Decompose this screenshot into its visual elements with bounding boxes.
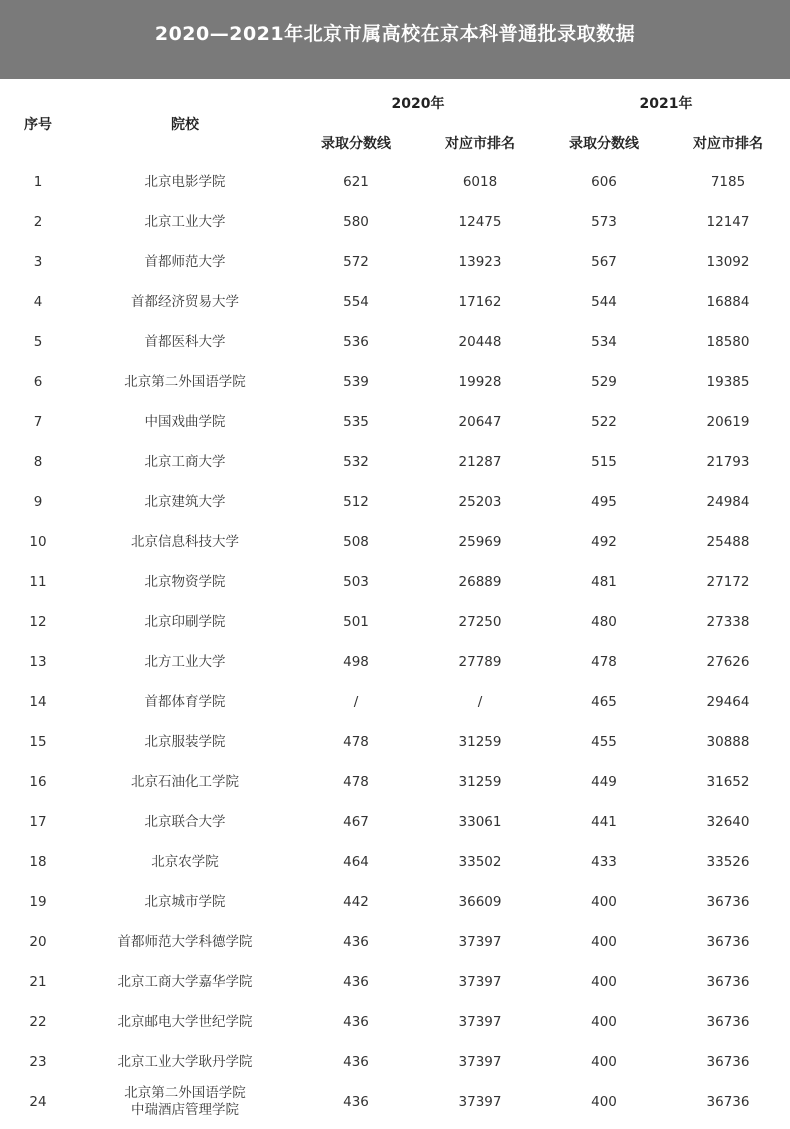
table-row <box>0 1002 790 1042</box>
row-index: 17 <box>29 814 47 830</box>
school-name: 北京工业大学耿丹学院 <box>117 1053 253 1070</box>
score-2021: 449 <box>591 774 617 790</box>
score-2020: 572 <box>343 254 369 270</box>
header-rank-2021: 对应市排名 <box>693 136 763 152</box>
rank-2020: 25203 <box>458 494 502 510</box>
table-row <box>0 682 790 722</box>
score-2020: 512 <box>343 494 369 510</box>
row-index: 8 <box>33 454 43 470</box>
score-2020: 498 <box>343 654 369 670</box>
score-2021: 400 <box>591 1054 617 1070</box>
school-name: 首都医科大学 <box>144 333 226 350</box>
row-index: 20 <box>29 934 47 950</box>
rank-2020: 21287 <box>458 454 502 470</box>
rank-2021: 25488 <box>706 534 750 550</box>
school-name: 首都师范大学科德学院 <box>117 933 253 950</box>
rank-2021: 36736 <box>706 1054 750 1070</box>
score-2020: 554 <box>343 294 369 310</box>
score-2021: 534 <box>591 334 617 350</box>
score-2021: 544 <box>591 294 617 310</box>
score-2020: 467 <box>343 814 369 830</box>
table-row <box>0 802 790 842</box>
score-2020: 436 <box>343 1054 369 1070</box>
header-score-2020: 录取分数线 <box>321 136 391 152</box>
score-2020: 436 <box>343 974 369 990</box>
score-2020: 580 <box>343 214 369 230</box>
rank-2021: 27338 <box>706 614 750 630</box>
school-name: 北京工业大学 <box>144 213 226 230</box>
rank-2020: 37397 <box>458 974 502 990</box>
rank-2021: 36736 <box>706 974 750 990</box>
rank-2020: / <box>477 694 483 710</box>
rank-2020: 12475 <box>458 214 502 230</box>
score-2020: / <box>353 694 359 710</box>
score-2020: 508 <box>343 534 369 550</box>
table-row <box>0 1082 790 1122</box>
table-row <box>0 322 790 362</box>
table-row <box>0 922 790 962</box>
row-index: 10 <box>29 534 47 550</box>
school-name: 北京服装学院 <box>144 733 226 750</box>
school-name: 北京建筑大学 <box>144 493 226 510</box>
school-name: 北京工商大学 <box>144 453 226 470</box>
rank-2021: 27172 <box>706 574 750 590</box>
row-index: 24 <box>29 1094 47 1110</box>
table-row <box>0 522 790 562</box>
row-index: 19 <box>29 894 47 910</box>
table-row <box>0 1042 790 1082</box>
rank-2020: 37397 <box>458 1014 502 1030</box>
rank-2020: 13923 <box>458 254 502 270</box>
table-row <box>0 762 790 802</box>
table-row <box>0 962 790 1002</box>
row-index: 13 <box>29 654 47 670</box>
row-index: 7 <box>33 414 43 430</box>
table-row <box>0 882 790 922</box>
row-index: 4 <box>33 294 43 310</box>
table-body <box>0 162 790 1122</box>
rank-2020: 37397 <box>458 934 502 950</box>
rank-2021: 29464 <box>706 694 750 710</box>
rank-2021: 16884 <box>706 294 750 310</box>
row-index: 2 <box>33 214 43 230</box>
school-name: 北京城市学院 <box>144 893 226 910</box>
score-2020: 436 <box>343 1094 369 1110</box>
rank-2020: 6018 <box>462 174 498 190</box>
rank-2021: 7185 <box>710 174 746 190</box>
school-name: 首都体育学院 <box>144 693 226 710</box>
score-2020: 464 <box>343 854 369 870</box>
row-index: 14 <box>29 694 47 710</box>
header-score-2021: 录取分数线 <box>569 136 639 152</box>
score-2021: 441 <box>591 814 617 830</box>
row-index: 16 <box>29 774 47 790</box>
rank-2021: 24984 <box>706 494 750 510</box>
row-index: 1 <box>33 174 43 190</box>
rank-2020: 33061 <box>458 814 502 830</box>
row-index: 5 <box>33 334 43 350</box>
page-title: 2020—2021年北京市属高校在京本科普通批录取数据 <box>154 23 636 45</box>
school-name: 北京电影学院 <box>144 173 226 190</box>
header-year-2021: 2021年 <box>639 96 693 112</box>
table-row <box>0 602 790 642</box>
table-row <box>0 362 790 402</box>
score-2021: 480 <box>591 614 617 630</box>
table-row <box>0 722 790 762</box>
table-row <box>0 402 790 442</box>
rank-2021: 13092 <box>706 254 750 270</box>
row-index: 9 <box>33 494 43 510</box>
rank-2020: 26889 <box>458 574 502 590</box>
table-row <box>0 162 790 202</box>
rank-2020: 17162 <box>458 294 502 310</box>
school-name: 北方工业大学 <box>144 653 226 670</box>
rank-2021: 18580 <box>706 334 750 350</box>
score-2021: 478 <box>591 654 617 670</box>
table-row <box>0 282 790 322</box>
school-name: 北京邮电大学世纪学院 <box>117 1013 253 1030</box>
school-name: 北京信息科技大学 <box>131 533 239 550</box>
school-name: 北京印刷学院 <box>144 613 226 630</box>
rank-2021: 33526 <box>706 854 750 870</box>
row-index: 22 <box>29 1014 47 1030</box>
rank-2021: 27626 <box>706 654 750 670</box>
rank-2020: 19928 <box>458 374 502 390</box>
table-row <box>0 442 790 482</box>
rank-2021: 20619 <box>706 414 750 430</box>
rank-2021: 36736 <box>706 894 750 910</box>
score-2020: 539 <box>343 374 369 390</box>
school-name: 北京第二外国语学院 <box>124 373 246 390</box>
row-index: 3 <box>33 254 43 270</box>
rank-2021: 21793 <box>706 454 750 470</box>
rank-2020: 25969 <box>458 534 502 550</box>
rank-2021: 32640 <box>706 814 750 830</box>
school-name: 北京农学院 <box>151 853 219 870</box>
rank-2021: 30888 <box>706 734 750 750</box>
score-2021: 433 <box>591 854 617 870</box>
admission-table <box>0 162 790 1122</box>
school-name: 北京物资学院 <box>144 573 226 590</box>
header-school: 院校 <box>171 117 199 133</box>
score-2021: 495 <box>591 494 617 510</box>
score-2021: 400 <box>591 974 617 990</box>
school-name: 北京石油化工学院 <box>131 773 239 790</box>
table-row <box>0 842 790 882</box>
score-2020: 436 <box>343 1014 369 1030</box>
score-2020: 436 <box>343 934 369 950</box>
row-index: 21 <box>29 974 47 990</box>
rank-2021: 31652 <box>706 774 750 790</box>
score-2020: 501 <box>343 614 369 630</box>
school-name: 首都经济贸易大学 <box>131 293 239 310</box>
table-row <box>0 202 790 242</box>
rank-2020: 27250 <box>458 614 502 630</box>
score-2020: 536 <box>343 334 369 350</box>
school-name: 北京工商大学嘉华学院 <box>117 973 253 990</box>
header-year-2020: 2020年 <box>391 96 445 112</box>
score-2021: 400 <box>591 1094 617 1110</box>
score-2021: 492 <box>591 534 617 550</box>
row-index: 18 <box>29 854 47 870</box>
score-2020: 478 <box>343 774 369 790</box>
score-2020: 478 <box>343 734 369 750</box>
score-2021: 481 <box>591 574 617 590</box>
title-banner <box>0 0 790 79</box>
score-2021: 465 <box>591 694 617 710</box>
rank-2020: 20448 <box>458 334 502 350</box>
rank-2021: 36736 <box>706 1094 750 1110</box>
header-index: 序号 <box>24 117 52 133</box>
school-name: 首都师范大学 <box>144 253 226 270</box>
school-name: 北京联合大学 <box>144 813 226 830</box>
rank-2020: 37397 <box>458 1094 502 1110</box>
rank-2020: 37397 <box>458 1054 502 1070</box>
rank-2021: 19385 <box>706 374 750 390</box>
score-2021: 567 <box>591 254 617 270</box>
school-name: 中国戏曲学院 <box>144 413 226 430</box>
rank-2020: 36609 <box>458 894 502 910</box>
table-row <box>0 562 790 602</box>
header-rank-2020: 对应市排名 <box>445 136 515 152</box>
score-2020: 532 <box>343 454 369 470</box>
score-2021: 455 <box>591 734 617 750</box>
table-row <box>0 642 790 682</box>
rank-2020: 33502 <box>458 854 502 870</box>
score-2021: 573 <box>591 214 617 230</box>
score-2021: 606 <box>591 174 617 190</box>
rank-2021: 12147 <box>706 214 750 230</box>
rank-2021: 36736 <box>706 1014 750 1030</box>
score-2020: 503 <box>343 574 369 590</box>
rank-2020: 27789 <box>458 654 502 670</box>
score-2021: 515 <box>591 454 617 470</box>
score-2021: 400 <box>591 934 617 950</box>
score-2021: 400 <box>591 894 617 910</box>
rank-2020: 31259 <box>458 734 502 750</box>
table-row <box>0 242 790 282</box>
school-name: 北京第二外国语学院 中瑞酒店管理学院 <box>124 1085 246 1118</box>
row-index: 12 <box>29 614 47 630</box>
score-2020: 442 <box>343 894 369 910</box>
score-2020: 621 <box>343 174 369 190</box>
rank-2021: 36736 <box>706 934 750 950</box>
rank-2020: 20647 <box>458 414 502 430</box>
score-2021: 522 <box>591 414 617 430</box>
score-2021: 400 <box>591 1014 617 1030</box>
table-row <box>0 482 790 522</box>
score-2021: 529 <box>591 374 617 390</box>
row-index: 6 <box>33 374 43 390</box>
row-index: 15 <box>29 734 47 750</box>
score-2020: 535 <box>343 414 369 430</box>
rank-2020: 31259 <box>458 774 502 790</box>
row-index: 23 <box>29 1054 47 1070</box>
row-index: 11 <box>29 574 47 590</box>
